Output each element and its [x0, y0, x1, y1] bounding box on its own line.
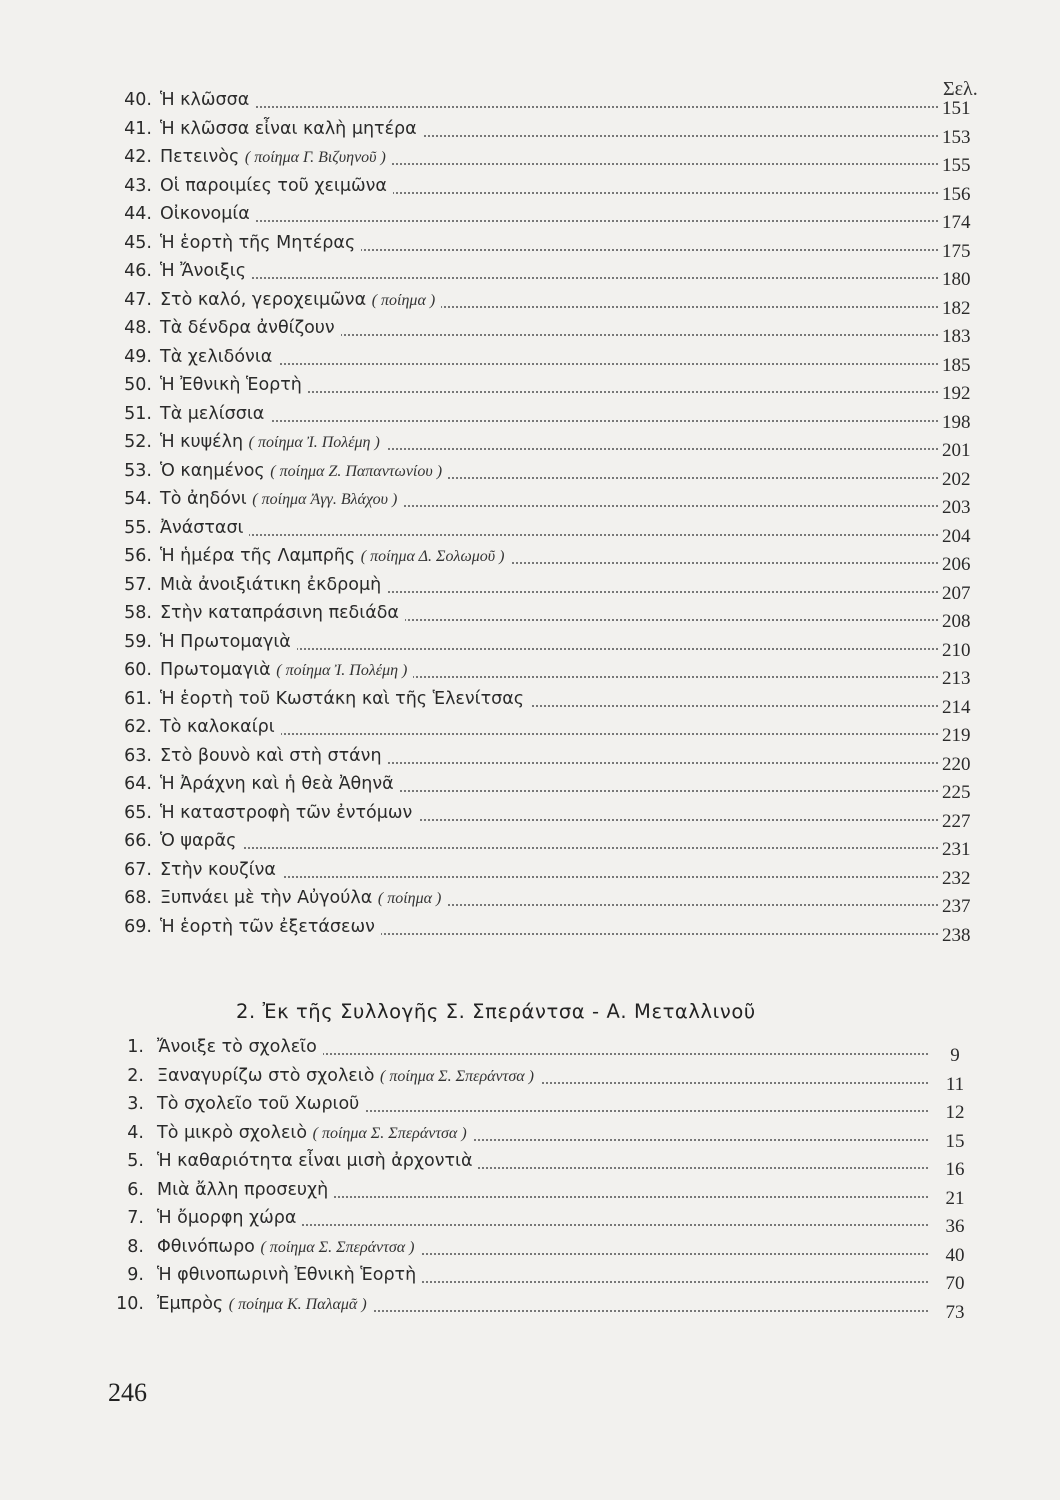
entry-page-number: 174 — [942, 212, 971, 233]
toc-entry — [0, 1062, 1060, 1095]
entry-title — [160, 176, 393, 196]
entry-title — [160, 803, 418, 823]
dot-leader — [168, 363, 938, 365]
toc-entry — [0, 200, 1060, 233]
toc-entry — [0, 371, 1060, 404]
entry-page-number: 202 — [942, 468, 971, 490]
entry-page-number: 185 — [942, 354, 971, 376]
toc-entry — [0, 343, 1060, 376]
toc-entry — [0, 742, 1060, 775]
entry-poem-credit: ( ποίημα Γ. Βιζυηνοῦ ) — [244, 149, 386, 166]
entry-title-text: Ἡ Ἄνοιξις — [160, 261, 246, 281]
entry-number: 51. — [124, 403, 152, 424]
entry-number: 57. — [124, 574, 152, 595]
entry-title — [160, 746, 388, 766]
entry-title-text: Στὴν καταπράσινη πεδιάδα — [160, 603, 399, 623]
entry-number: 56. — [124, 546, 152, 566]
entry-poem-credit: ( ποίημα ) — [371, 291, 436, 309]
entry-title — [160, 204, 256, 224]
entry-title-text: Φθινόπωρο — [157, 1236, 255, 1257]
toc-entry — [0, 1090, 1060, 1123]
entry-page-number: 9 — [950, 1045, 960, 1066]
toc-entry — [0, 1033, 1060, 1066]
entry-number: 58. — [124, 603, 152, 623]
entry-page-number: 155 — [942, 155, 971, 176]
entry-page-number: 203 — [942, 497, 971, 518]
entry-title — [157, 1151, 478, 1171]
entry-title-text: Ἐμπρὸς — [157, 1293, 224, 1314]
toc-entry — [0, 685, 1060, 718]
toc-entry — [0, 713, 1060, 746]
entry-number: 3. — [127, 1094, 144, 1114]
toc-entry — [0, 314, 1060, 347]
entry-number: 63. — [124, 745, 152, 766]
entry-title-text: Ἡ κυψέλη — [160, 432, 244, 452]
entry-number: 10. — [116, 1293, 144, 1314]
toc-entry — [0, 514, 1060, 547]
contents-list-2 — [0, 1033, 1060, 1323]
toc-entry — [0, 1290, 1060, 1323]
entry-number: 40. — [124, 90, 152, 110]
entry-title — [160, 689, 530, 709]
dot-leader — [168, 277, 938, 279]
toc-entry — [0, 656, 1060, 689]
entry-title-text: Ὁ καημένος — [160, 460, 265, 481]
entry-page-number: 151 — [942, 98, 971, 119]
entry-title-text: Ἡ κλῶσσα — [160, 90, 250, 110]
toc-entry — [0, 229, 1060, 262]
entry-title-text: Ἡ καταστροφὴ τῶν ἐντόμων — [160, 802, 413, 823]
entry-title — [160, 831, 242, 851]
entry-page-number: 180 — [942, 269, 971, 290]
entry-title — [160, 489, 403, 509]
entry-page-number: 192 — [942, 383, 971, 404]
dot-leader — [168, 220, 938, 222]
entry-number: 5. — [127, 1151, 144, 1171]
toc-entry — [0, 400, 1060, 433]
entry-title — [160, 119, 423, 139]
entry-title-text: Πρωτομαγιὰ — [160, 660, 271, 680]
entry-title-text: Οἰκονομία — [160, 204, 250, 224]
dot-leader — [168, 534, 938, 536]
entry-title-text: Ἡ φθινοπωρινὴ Ἐθνικὴ Ἑορτὴ — [157, 1265, 417, 1285]
toc-entry — [0, 1204, 1060, 1237]
entry-title — [157, 1208, 302, 1228]
page-column-label: Σελ. — [943, 78, 978, 100]
entry-title-text: Ἡ ἑορτὴ τῶν ἐξετάσεων — [160, 916, 375, 937]
entry-number: 46. — [124, 261, 152, 281]
entry-title-text: Τὸ ἀηδόνι — [160, 489, 247, 509]
entry-page-number: 204 — [942, 525, 971, 547]
entry-page-number: 182 — [942, 297, 971, 319]
entry-title-text: Μιὰ ἄλλη προσευχὴ — [157, 1179, 329, 1200]
entry-title — [160, 290, 441, 310]
page-number: 246 — [108, 1378, 147, 1407]
toc-entry — [0, 1119, 1060, 1152]
entry-number: 66. — [124, 831, 152, 851]
entry-number: 60. — [124, 660, 152, 680]
entry-title — [160, 375, 308, 395]
entry-number: 7. — [127, 1208, 144, 1228]
entry-poem-credit: ( ποίημα Ἀγγ. Βλάχου ) — [252, 491, 398, 508]
entry-title — [160, 888, 447, 908]
entry-number: 9. — [127, 1265, 144, 1285]
entry-title-text: Τὸ μικρὸ σχολειὸ — [157, 1122, 308, 1143]
entry-number: 2. — [127, 1065, 144, 1086]
toc-entry — [0, 542, 1060, 575]
toc-entry — [0, 1233, 1060, 1266]
entry-title-text: Στὸ καλό, γεροχειμῶνα — [160, 289, 367, 310]
contents-list-1 — [0, 86, 1060, 946]
entry-title-text: Τὰ μελίσσια — [160, 403, 265, 424]
entry-title-text: Τὰ χελιδόνια — [160, 346, 273, 367]
entry-title-text: Ἡ ἡμέρα τῆς Λαμπρῆς — [160, 546, 356, 566]
toc-entry — [0, 1176, 1060, 1209]
entry-title — [160, 233, 361, 253]
dot-leader — [168, 106, 938, 108]
entry-number: 41. — [124, 118, 152, 139]
entry-poem-credit: ( ποίημα Δ. Σολωμοῦ ) — [360, 548, 505, 565]
entry-number: 4. — [127, 1122, 144, 1143]
entry-page-number: 214 — [942, 696, 971, 718]
entry-number: 52. — [124, 432, 152, 452]
entry-number: 8. — [127, 1236, 144, 1257]
entry-title-text: Στὴν κουζίνα — [160, 859, 276, 880]
toc-entry — [0, 799, 1060, 832]
entry-number: 48. — [124, 318, 152, 338]
entry-title — [160, 603, 405, 623]
entry-number: 42. — [124, 147, 152, 167]
entry-title-text: Μιὰ ἀνοιξιάτικη ἐκδρομὴ — [160, 574, 382, 595]
entry-number: 43. — [124, 175, 152, 196]
toc-entry — [0, 257, 1060, 290]
entry-title — [160, 917, 381, 937]
entry-title — [160, 774, 400, 794]
entry-page-number: 206 — [942, 554, 971, 575]
entry-title-text: Ξυπνάει μὲ τὴν Αὐγούλα — [160, 888, 373, 908]
dot-leader — [168, 733, 938, 735]
toc-entry — [0, 115, 1060, 148]
entry-page-number: 70 — [945, 1273, 965, 1294]
entry-number: 49. — [124, 346, 152, 367]
entry-page-number: 15 — [945, 1130, 965, 1152]
entry-title-text: Ἡ κλῶσσα εἶναι καλὴ μητέρα — [160, 118, 417, 139]
entry-poem-credit: ( ποίημα Σ. Σπεράντσα ) — [312, 1124, 467, 1142]
entry-title — [160, 318, 341, 338]
entry-number: 6. — [127, 1179, 144, 1200]
entry-title — [160, 404, 270, 424]
entry-title — [160, 147, 392, 167]
entry-page-number: 220 — [942, 753, 971, 775]
entry-number: 61. — [124, 688, 152, 709]
entry-number: 47. — [124, 289, 152, 310]
entry-title — [160, 461, 448, 481]
entry-page-number: 16 — [945, 1159, 965, 1180]
dot-leader — [168, 876, 938, 878]
entry-title-text: Ἡ ὄμορφη χώρα — [157, 1208, 297, 1228]
entry-title — [157, 1180, 334, 1200]
entry-title — [160, 546, 510, 566]
entry-poem-credit: ( ποίημα Ἰ. Πολέμη ) — [248, 434, 380, 451]
entry-number: 55. — [124, 517, 152, 538]
entry-page-number: 201 — [942, 440, 971, 461]
entry-title — [160, 347, 278, 367]
toc-entry — [0, 172, 1060, 205]
entry-title-text: Τὰ δένδρα ἀνθίζουν — [160, 318, 335, 338]
entry-page-number: 219 — [942, 725, 971, 746]
entry-number: 1. — [127, 1037, 144, 1057]
entry-number: 54. — [124, 489, 152, 509]
entry-title-text: Ἡ ἑορτὴ τῆς Μητέρας — [160, 232, 356, 253]
entry-page-number: 210 — [942, 639, 971, 661]
toc-entry — [0, 1261, 1060, 1294]
entry-page-number: 36 — [945, 1216, 965, 1237]
entry-title — [160, 432, 386, 452]
entry-page-number: 225 — [942, 782, 971, 803]
entry-number: 44. — [124, 204, 152, 224]
entry-title-text: Ἡ ἑορτὴ τοῦ Κωστάκη καὶ τῆς Ἑλενίτσας — [160, 688, 525, 709]
toc-entry — [0, 428, 1060, 461]
entry-title — [160, 90, 255, 110]
entry-page-number: 232 — [942, 867, 971, 889]
entry-title-text: Πετεινὸς — [160, 147, 240, 167]
entry-page-number: 231 — [942, 839, 971, 860]
entry-title — [157, 1066, 540, 1086]
toc-entry — [0, 286, 1060, 319]
toc-entry — [0, 827, 1060, 860]
toc-entry — [0, 884, 1060, 917]
toc-entry — [0, 143, 1060, 176]
entry-page-number: 207 — [942, 582, 971, 604]
entry-page-number: 237 — [942, 896, 971, 917]
toc-entry — [0, 457, 1060, 490]
entry-page-number: 198 — [942, 411, 971, 433]
entry-page-number: 183 — [942, 326, 971, 347]
entry-title — [160, 518, 249, 538]
entry-title-text: Ἡ Ἐθνικὴ Ἑορτὴ — [160, 375, 302, 395]
entry-title — [160, 860, 282, 880]
entry-title-text: Οἱ παροιμίες τοῦ χειμῶνα — [160, 175, 387, 196]
section-heading: 2. Ἐκ τῆς Συλλογῆς Σ. Σπεράντσα - Α. Μεταλλινοῦ — [236, 1000, 756, 1023]
entry-page-number: 238 — [942, 924, 971, 946]
entry-title — [157, 1265, 422, 1285]
entry-title — [157, 1037, 323, 1057]
entry-number: 65. — [124, 802, 152, 823]
entry-title — [157, 1123, 473, 1143]
toc-entry — [0, 913, 1060, 946]
entry-title — [160, 660, 413, 680]
entry-number: 64. — [124, 774, 152, 794]
entry-title — [157, 1237, 420, 1257]
entry-page-number: 156 — [942, 183, 971, 205]
entry-poem-credit: ( ποίημα Ἰ. Πολέμη ) — [276, 662, 408, 679]
toc-entry — [0, 571, 1060, 604]
toc-entry — [0, 770, 1060, 803]
entry-page-number: 208 — [942, 611, 971, 632]
entry-page-number: 21 — [945, 1187, 965, 1209]
entry-number: 45. — [124, 232, 152, 253]
entry-title-text: Ἡ Ἀράχνη καὶ ἡ θεὰ Ἀθηνᾶ — [160, 774, 394, 794]
entry-page-number: 175 — [942, 240, 971, 262]
entry-title-text: Ἀνάστασι — [160, 517, 244, 538]
entry-title — [157, 1094, 365, 1114]
entry-title-text: Ἄνοιξε τὸ σχολεῖο — [157, 1037, 317, 1057]
toc-entry — [0, 485, 1060, 518]
entry-title — [160, 261, 252, 281]
entry-page-number: 153 — [942, 126, 971, 148]
entry-title — [160, 717, 281, 737]
toc-entry — [0, 628, 1060, 661]
entry-page-number: 227 — [942, 810, 971, 832]
entry-poem-credit: ( ποίημα Σ. Σπεράντσα ) — [260, 1238, 415, 1256]
toc-entry — [0, 86, 1060, 119]
entry-number: 67. — [124, 859, 152, 880]
toc-entry — [0, 1147, 1060, 1180]
entry-number: 59. — [124, 631, 152, 652]
entry-title-text: Ἡ καθαριότητα εἶναι μισὴ ἀρχοντιὰ — [157, 1151, 473, 1171]
dot-leader — [168, 847, 938, 849]
toc-entry — [0, 599, 1060, 632]
entry-page-number: 11 — [945, 1073, 965, 1095]
entry-poem-credit: ( ποίημα Σ. Σπεράντσα ) — [379, 1067, 534, 1085]
entry-page-number: 12 — [945, 1102, 965, 1123]
entry-title-text: Τὸ καλοκαίρι — [160, 717, 275, 737]
entry-title-text: Τὸ σχολεῖο τοῦ Χωριοῦ — [157, 1094, 360, 1114]
entry-number: 62. — [124, 717, 152, 737]
entry-title-text: Ξαναγυρίζω στὸ σχολειὸ — [157, 1065, 375, 1086]
entry-title-text: Ἡ Πρωτομαγιὰ — [160, 631, 291, 652]
entry-poem-credit: ( ποίημα Ζ. Παπαντωνίου ) — [270, 462, 443, 480]
entry-number: 69. — [124, 916, 152, 937]
entry-number: 50. — [124, 375, 152, 395]
toc-entry — [0, 856, 1060, 889]
entry-title-text: Ὁ ψαρᾶς — [160, 831, 237, 851]
entry-poem-credit: ( ποίημα ) — [377, 890, 442, 907]
entry-title — [157, 1294, 373, 1314]
entry-number: 53. — [124, 460, 152, 481]
entry-page-number: 213 — [942, 668, 971, 689]
entry-number: 68. — [124, 888, 152, 908]
entry-poem-credit: ( ποίημα Κ. Παλαμᾶ ) — [228, 1295, 367, 1313]
entry-title-text: Στὸ βουνὸ καὶ στὴ στάνη — [160, 745, 382, 766]
dot-leader — [168, 420, 938, 422]
entry-title — [160, 575, 387, 595]
entry-page-number: 40 — [945, 1244, 965, 1266]
entry-title — [160, 632, 297, 652]
entry-page-number: 73 — [945, 1301, 965, 1323]
